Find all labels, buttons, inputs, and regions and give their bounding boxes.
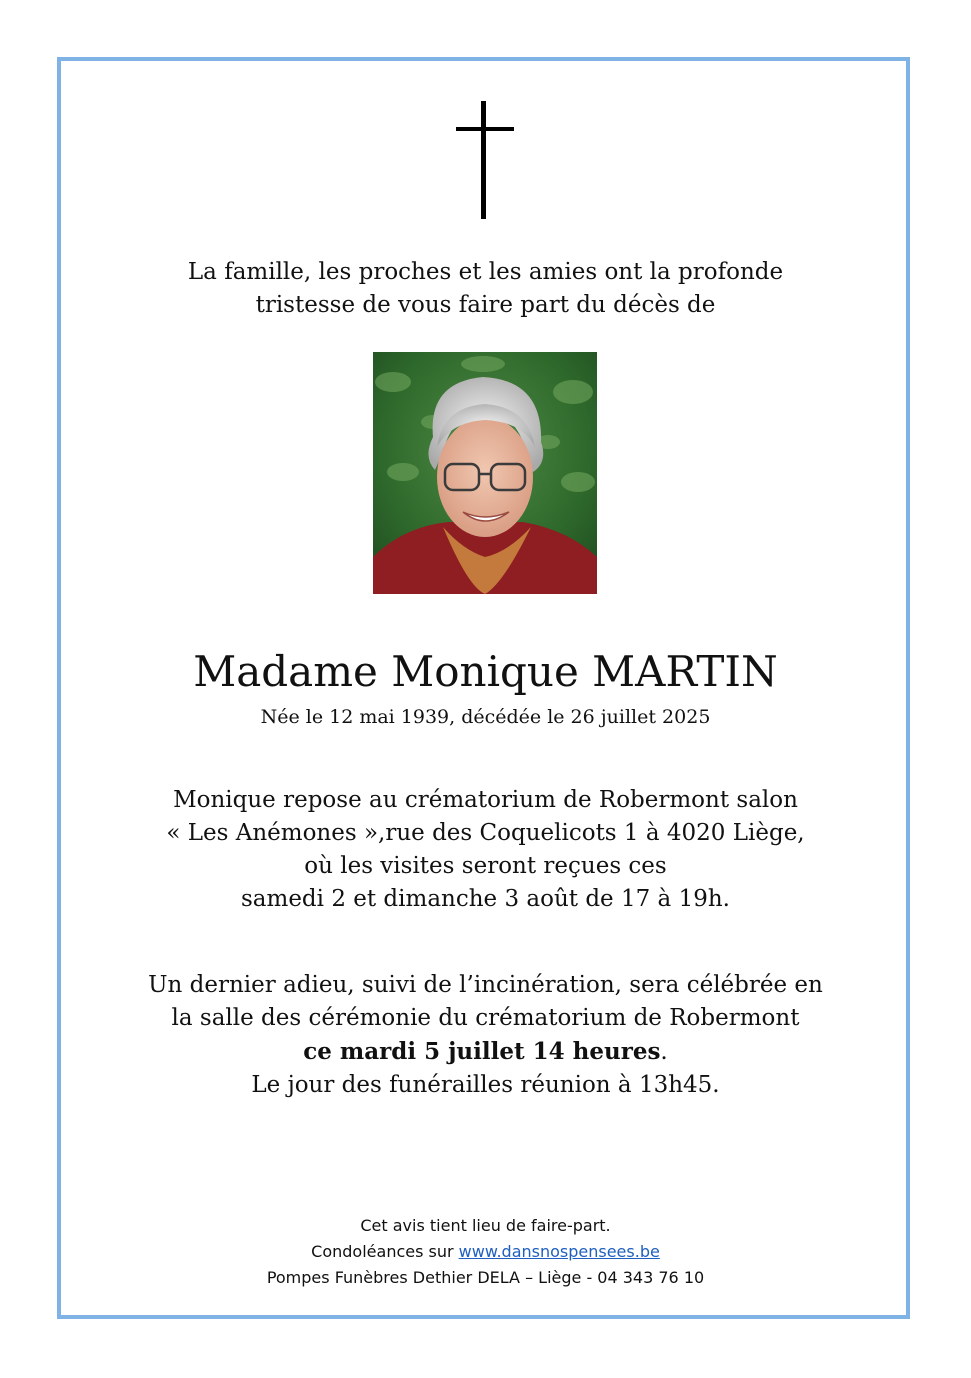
ceremony-date: ce mardi 5 juillet 14 heures [303,1038,661,1065]
intro-line-2: tristesse de vous faire part du décès de [255,292,716,318]
ceremony-line-4: Le jour des funérailles réunion à 13h45. [251,1072,720,1098]
footer-line-3: Pompes Funèbres Dethier DELA – Liège - 04 343 76 10 [266,1268,705,1287]
visit-line-3: où les visites seront reçues ces [304,853,667,879]
deceased-name: Madame Monique MARTIN [193,647,778,696]
ceremony-text [57,969,914,1102]
visit-line-4: samedi 2 et dimanche 3 août de 17 à 19h. [241,886,730,912]
visitation-text [57,784,914,916]
cross-icon [456,101,514,219]
condolences-label: Condoléances sur [311,1242,459,1261]
intro-line-1: La famille, les proches et les amies ont la profonde [187,259,784,285]
ceremony-line-1: Un dernier adieu, suivi de l’incinération, sera célébrée en [148,972,823,998]
portrait-photo [373,352,597,594]
footer-line-1: Cet avis tient lieu de faire-part. [360,1216,611,1235]
intro-text [57,256,914,322]
ceremony-line-3 [57,1035,914,1069]
visit-line-2: « Les Anémones »,rue des Coquelicots 1 à 4020 Liège, [166,820,805,846]
footer [57,1213,914,1291]
ceremony-line-2: la salle des cérémonie du crématorium de Robermont [171,1005,800,1031]
visit-line-1: Monique repose au crématorium de Robermont salon [173,787,798,813]
condolences-link[interactable]: www.dansnospensees.be [458,1242,660,1261]
footer-line-2 [57,1239,914,1265]
ceremony-period: . [660,1039,668,1065]
life-dates: Née le 12 mai 1939, décédée le 26 juillet 2025 [260,706,711,728]
